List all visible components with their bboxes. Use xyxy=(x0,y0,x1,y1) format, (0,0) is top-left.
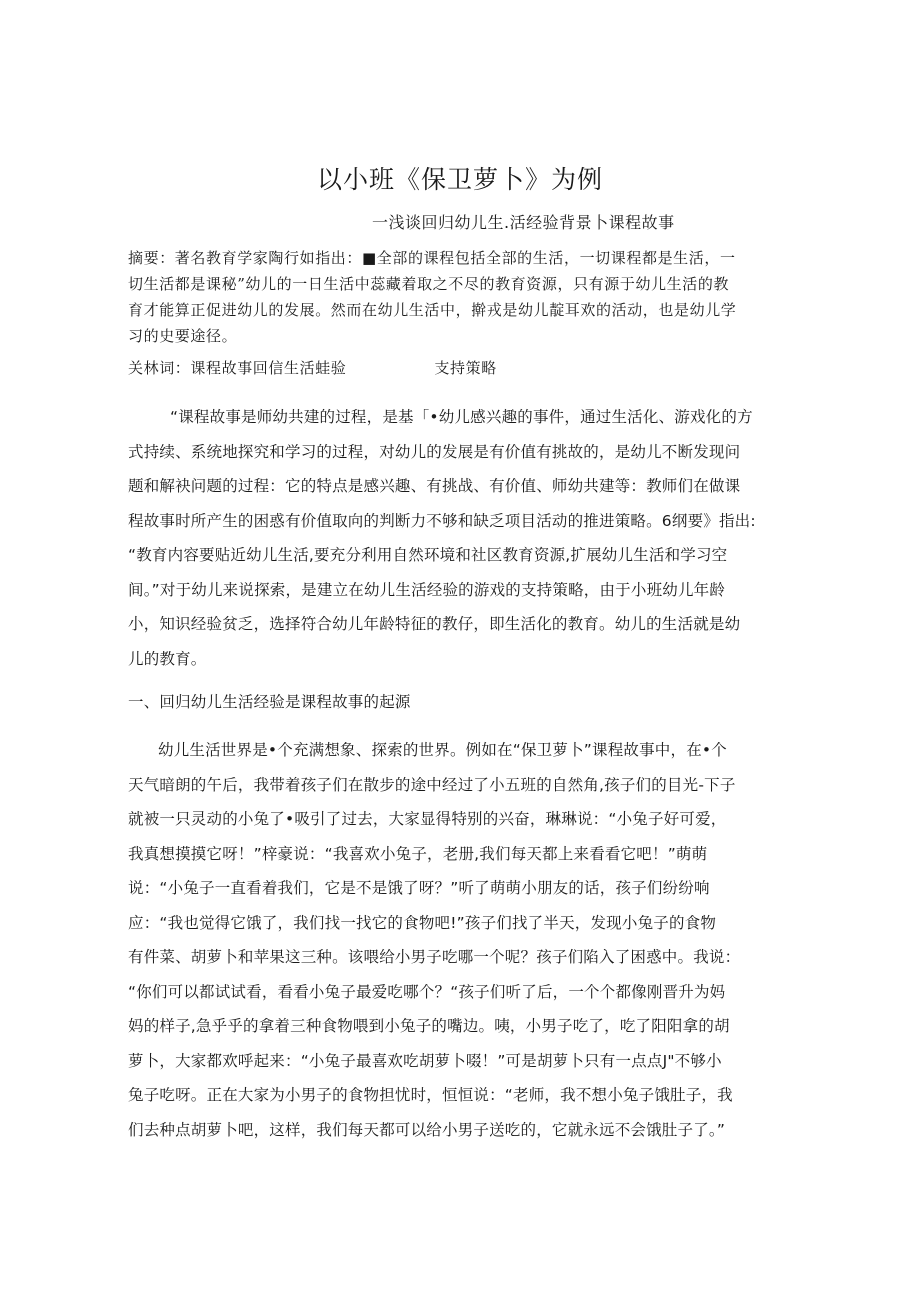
keywords-tail: 支持策略 xyxy=(434,359,497,377)
paragraph-line: “教育内容要贴近幼儿生活,要充分利用自然环境和社区教育资源,扩展幼儿生活和学习空 xyxy=(128,546,728,564)
paragraph-line: 就被一只灵动的小兔了•吸引了过去，大家显得特别的兴奋，琳琳说：“小兔子好可爱， xyxy=(128,810,727,828)
paragraph-line: “课程故事是师幼共建的过程，是基「•幼儿感兴趣的事件，通过生活化、游戏化的方 xyxy=(170,408,753,426)
document-subtitle: 一浅谈回归幼儿生.活经验背景卜课程故事 xyxy=(372,213,675,232)
abstract xyxy=(128,245,793,349)
document-title: 以小班《保卫萝卜》为例 xyxy=(316,165,603,194)
abstract-line: 切生活都是课秘”幼儿的一日生活中蕊藏着取之不尽的教育资源，只有源于幼儿生活的教 xyxy=(128,275,730,293)
paragraph-line: 小，知识经验贫乏，选择符合幼儿年龄特征的教仔，即生活化的教育。幼儿的生活就是幼 xyxy=(128,615,741,633)
paragraph-line: 题和解袂问题的过程：它的特点是感兴趣、有挑战、有价值、师幼共建等：教师们在做课 xyxy=(128,477,741,495)
paragraph-line: 我真想摸摸它呀！”梓豪说：“我喜欢小兔子，老册,我们每天都上来看看它吧！”萌萌 xyxy=(128,844,708,863)
paragraph-line: 间。”对于幼儿来说探索，是建立在幼儿生活经验的游戏的支持策略，由于小班幼儿年龄 xyxy=(128,580,726,599)
paragraph-intro xyxy=(128,400,794,676)
paragraph-line: 萝卜，大家都欢呼起来：“小兔子最喜欢吃胡萝卜啜！”可是胡萝卜只有一点点J"不够小 xyxy=(128,1051,722,1070)
paragraph-line: 有件菜、胡萝卜和苹果这三种。该喂给小男子吃哪一个呢？孩子们陷入了困惑中。我说： xyxy=(128,948,741,966)
paragraph-line: 天气暗朗的午后，我带着孩子们在散步的途中经过了小五班的自然角,孩子们的目光-下子 xyxy=(128,775,736,794)
paragraph-line: 儿的教育。 xyxy=(128,649,207,668)
section-heading: 一、回归幼儿生活经验是课程故事的起源 xyxy=(128,693,411,711)
paragraph-line: 式持续、系统地探究和学习的过程，对幼儿的发展是有价值有挑故的，是幼儿不断发现问 xyxy=(128,442,741,461)
abstract-line: 育才能算正促进幼儿的发展。然而在幼儿生活中，擀戎是幼儿靛耳欢的活动，也是幼儿学 xyxy=(128,301,737,319)
abstract-line: 摘要：著名教育学家陶行如指出：■全部的课程包括全部的生活，一切课程都是生活，一 xyxy=(128,249,736,267)
paragraph-line: 妈的样子,急乎乎的拿着三种食物喂到小兔子的嘴边。咦，小男子吃了，吃了阳阳拿的胡 xyxy=(128,1017,730,1035)
paragraph-line: 幼儿生活世界是•个充满想象、探索的世界。例如在“保卫萝卜”课程故事中，在•个 xyxy=(158,741,727,759)
keywords-head: 关林词：课程故事回信生活蛙验 xyxy=(128,359,347,377)
paragraph-line: 说：“小兔子一直看着我们，它是不是饿了呀？”听了萌萌小朋友的话，孩子们纷纷响 xyxy=(128,879,710,897)
abstract-line: 习的史要途径。 xyxy=(128,327,238,345)
paragraph-line: “你们可以都试试看，看看小兔子最爱吃哪个？“孩子们听了后，一个个都像刚晋升为妈 xyxy=(128,982,726,1001)
paragraph-story xyxy=(128,733,794,1147)
paragraph-line: 们去种点胡萝卜吧，这样，我们每天都可以给小男子送吃的，它就永远不会饿肚子了。” xyxy=(128,1120,726,1139)
paragraph-line: 应：“我也觉得它饿了，我们找一找它的食物吧!”孩子们找了半天，发现小兔子的食物 xyxy=(128,913,717,932)
paragraph-line: 兔子吃呀。正在大家为小男子的食物担忧时，恒恒说：“老师，我不想小兔子饿肚子，我 xyxy=(128,1086,733,1104)
keywords xyxy=(128,355,793,381)
paragraph-line: 程故事时所产生的困惑有价值取向的判断力不够和缺乏项目活动的推进策略。6纲要》指出: xyxy=(128,511,756,530)
